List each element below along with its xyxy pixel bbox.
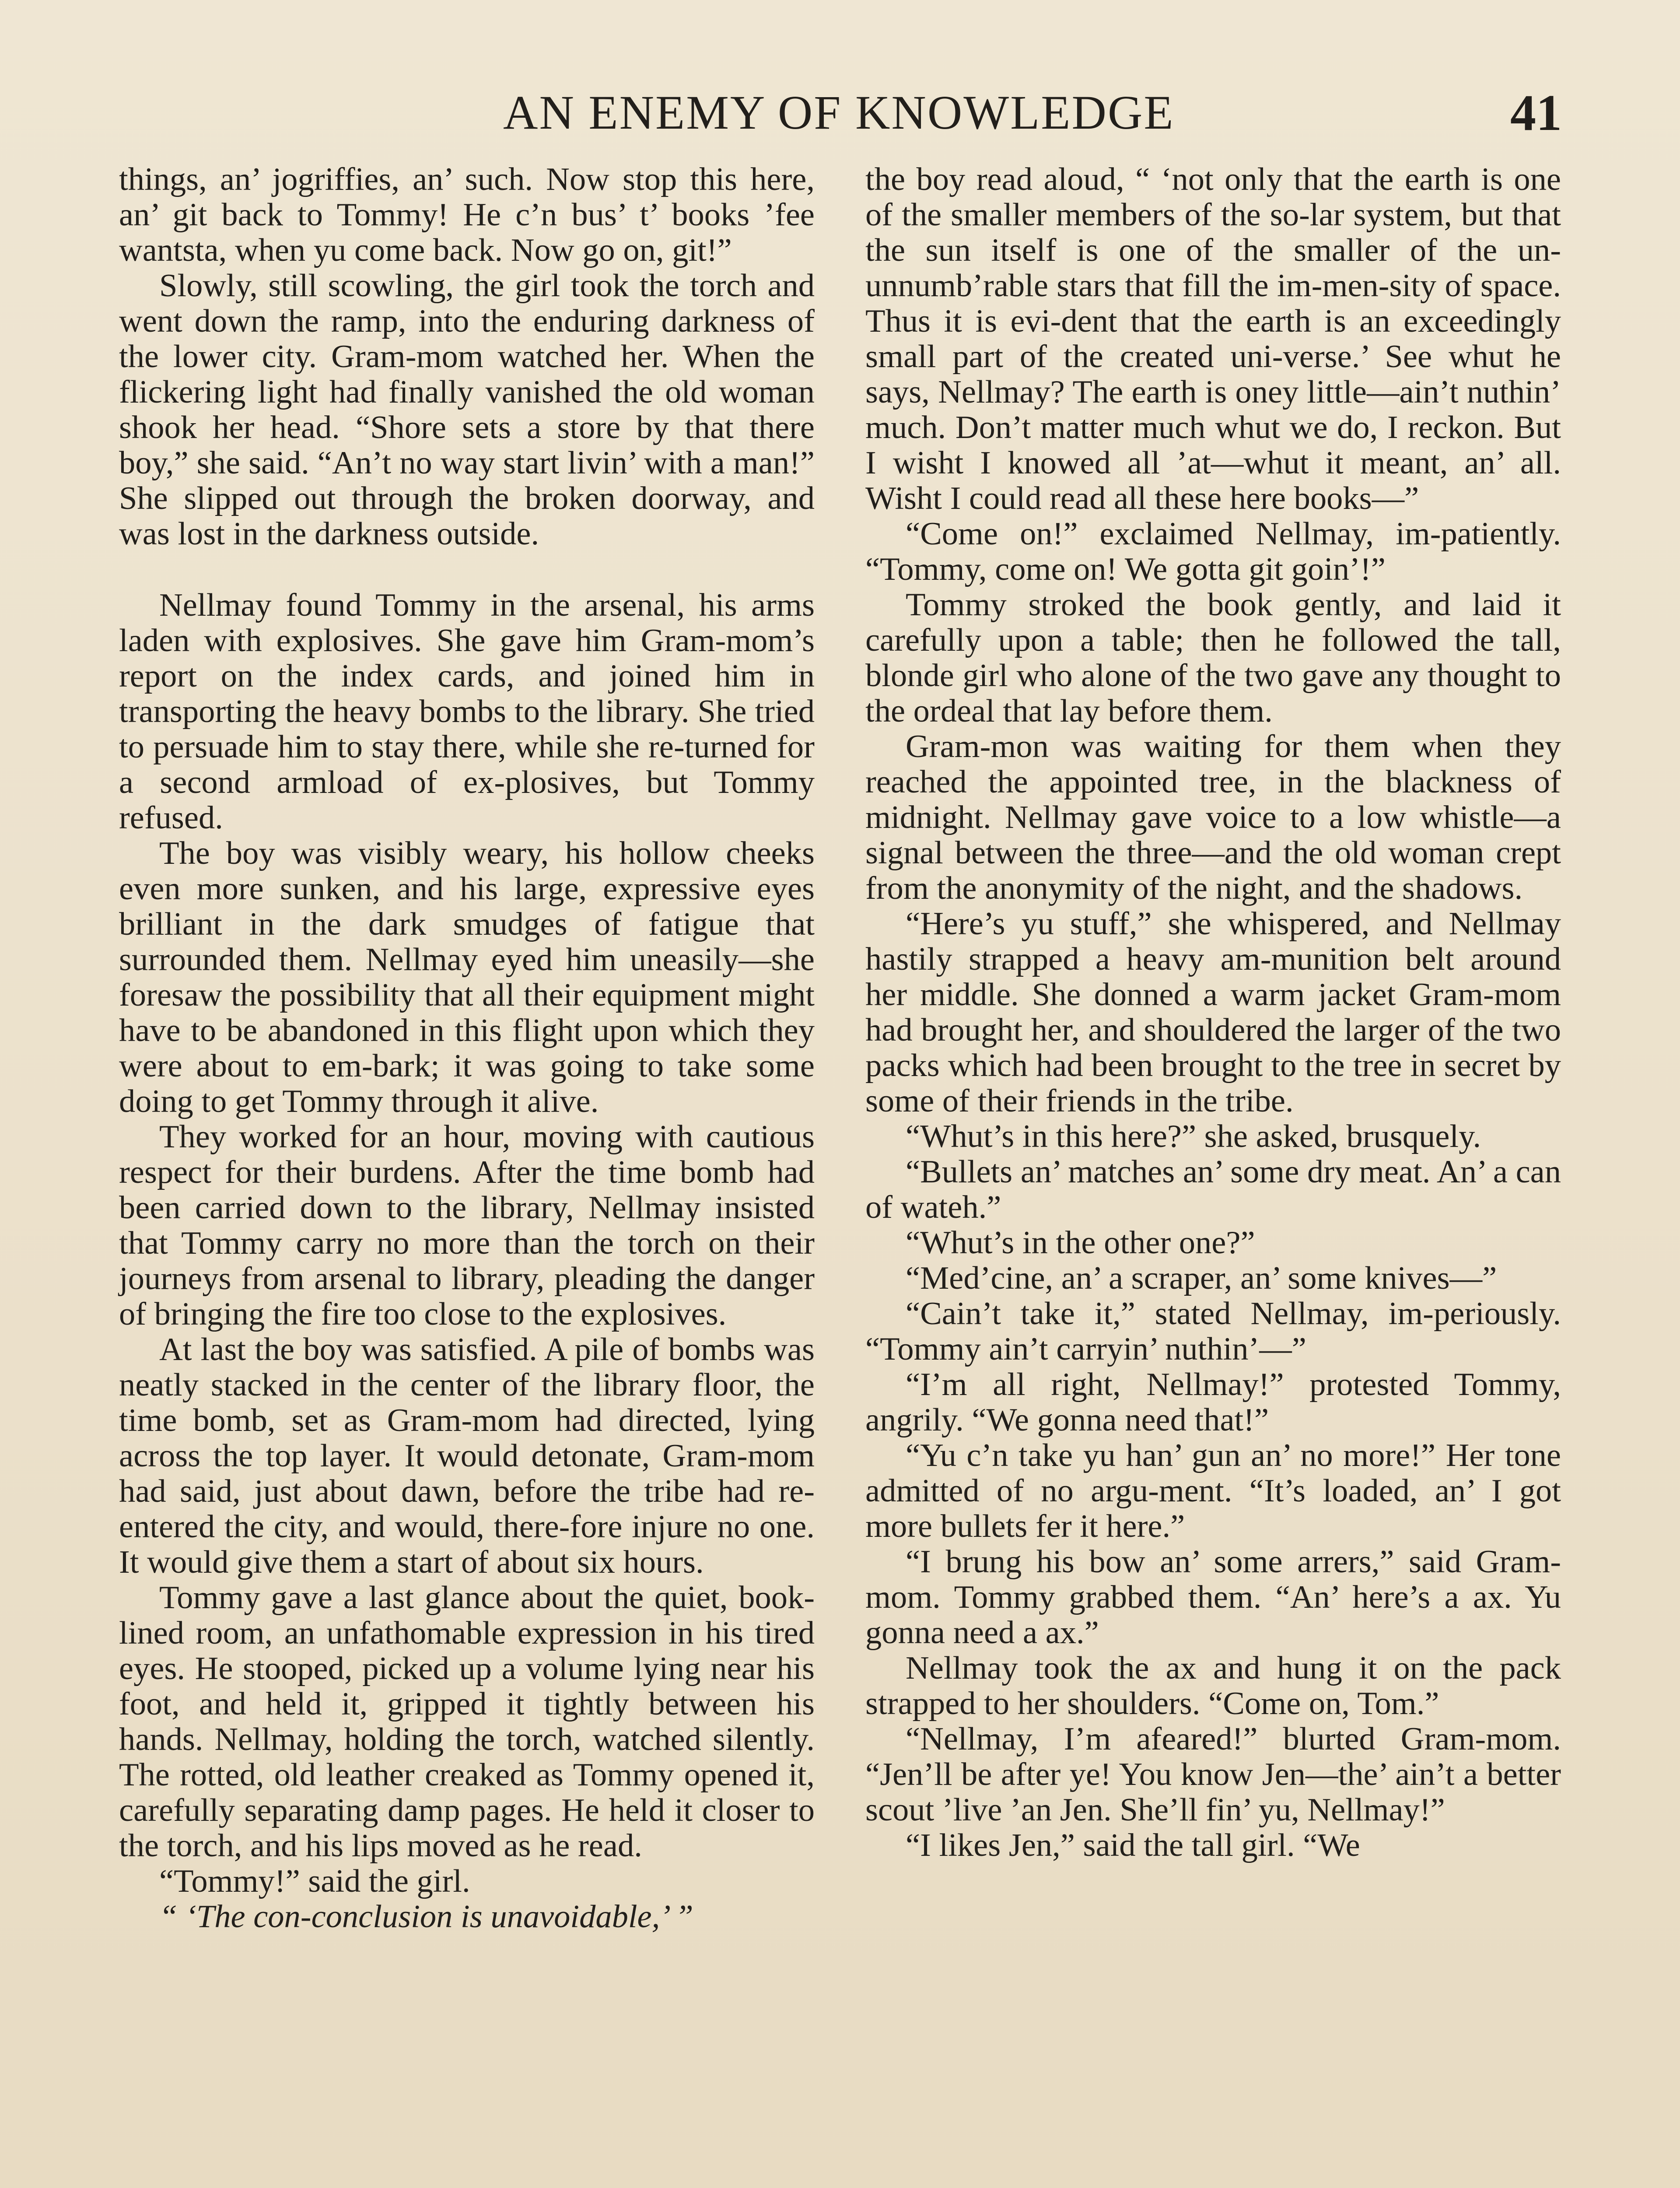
page-number: 41	[1510, 84, 1562, 141]
paragraph: Gram-mon was waiting for them when they reached the appointed tree, in the blackness of midnight. Nellmay gave voice to a low whistle—a signal between the three—and the old woman crept from the anonymity of the night, and the shadows.	[865, 729, 1561, 906]
paragraph: “I likes Jen,” said the tall girl. “We	[906, 1827, 1360, 1863]
paragraph: Tommy gave a last glance about the quiet, book-lined room, an unfathomable expression in his tired eyes. He stooped, picked up a volume lying near his foot, and held it, gripped it tightly between his hands. Nellmay, holding the torch, watched silently. The rotted, old leather creaked as Tommy opened it, carefully separating damp pages. He held it closer to the torch, and his lips moved as he read.	[119, 1580, 815, 1864]
paragraph: At last the boy was satisfied. A pile of bombs was neatly stacked in the center of the library floor, the time bomb, set as Gram-mom had directed, lying across the top layer. It would detonate, Gram-mom had said, just about dawn, before the tribe had re-entered the city, and would, there-fore injure no one. It would give them a start of about six hours.	[119, 1332, 815, 1580]
paragraph-italic-quote: “ ‘The con-conclusion is unavoidable,’ ”	[159, 1899, 693, 1935]
paragraph: “Come on!” exclaimed Nellmay, im-patiently. “Tommy, come on! We gotta git goin’!”	[865, 516, 1561, 587]
paragraph: “Tommy!” said the girl.	[159, 1863, 470, 1899]
paragraph: “I’m all right, Nellmay!” protested Tommy, angrily. “We gonna need that!”	[865, 1367, 1561, 1438]
right-column	[865, 162, 1561, 1863]
paragraph: “Here’s yu stuff,” she whispered, and Nellmay hastily strapped a heavy am-munition belt around her middle. She donned a warm jacket Gram-mom had brought her, and shouldered the larger of the two packs which had been brought to the tree in secret by some of their friends in the tribe.	[865, 906, 1561, 1119]
paragraph: Slowly, still scowling, the girl took the torch and went down the ramp, into the enduring darkness of the lower city. Gram-mom watched her. When the flickering light had finally vanished the old woman shook her head. “Shore sets a store by that there boy,” she said. “An’t no way start livin’ with a man!” She slipped out through the broken doorway, and was lost in the darkness outside.	[119, 268, 815, 552]
paragraph: the boy read aloud, “ ‘not only that the earth is one of the smaller members of the so-lar system, but that the sun itself is one of the smaller of the un-unnumb’rable stars that fill the im-men-sity of space. Thus it is evi-dent that the earth is an exceedingly small part of the created uni-verse.’ See whut he says, Nellmay? The earth is oney little—ain’t nuthin’ much. Don’t matter much whut we do, I reckon. But I wisht I knowed all ’at—whut it meant, an’ all. Wisht I could read all these here books—”	[865, 161, 1561, 516]
paragraph: Nellmay found Tommy in the arsenal, his arms laden with explosives. She gave him Gram-mom’s report on the index cards, and joined him in transporting the heavy bombs to the library. She tried to persuade him to stay there, while she re-turned for a second armload of ex-plosives, but Tommy refused.	[119, 587, 815, 836]
paragraph: “Whut’s in the other one?”	[906, 1225, 1255, 1261]
paragraph: “Bullets an’ matches an’ some dry meat. An’ a can of wateh.”	[865, 1154, 1561, 1225]
page-header	[0, 79, 1680, 144]
paragraph: Tommy stroked the book gently, and laid it carefully upon a table; then he followed the tall, blonde girl who alone of the two gave any thought to the ordeal that lay before them.	[865, 587, 1561, 729]
paragraph: “I brung his bow an’ some arrers,” said Gram-mom. Tommy grabbed them. “An’ here’s a ax. Yu gonna need a ax.”	[865, 1544, 1561, 1651]
paragraph: Nellmay took the ax and hung it on the pack strapped to her shoulders. “Come on, Tom.”	[865, 1650, 1561, 1722]
paragraph: The boy was visibly weary, his hollow cheeks even more sunken, and his large, expressive eyes brilliant in the dark smudges of fatigue that surrounded them. Nellmay eyed him uneasily—she foresaw the possibility that all their equipment might have to be abandoned in this flight upon which they were about to em-bark; it was going to take some doing to get Tommy through it alive.	[119, 835, 815, 1119]
paragraph: “Yu c’n take yu han’ gun an’ no more!” Her tone admitted of no argu-ment. “It’s loaded, an’ I got more bullets fer it here.”	[865, 1438, 1561, 1544]
paragraph: “Cain’t take it,” stated Nellmay, im-periously. “Tommy ain’t carryin’ nuthin’—”	[865, 1296, 1561, 1367]
paragraph: “Whut’s in this here?” she asked, brusquely.	[906, 1119, 1481, 1154]
paragraph: things, an’ jogriffies, an’ such. Now stop this here, an’ git back to Tommy! He c’n bus’ t’ books ’fee wantsta, when yu come back. Now go on, git!”	[119, 161, 815, 268]
running-title: AN ENEMY OF KNOWLEDGE	[503, 86, 1175, 139]
paragraph: “Nellmay, I’m afeared!” blurted Gram-mom. “Jen’ll be after ye! You know Jen—the’ ain’t a better scout ’live ’an Jen. She’ll fin’ yu, Nellmay!”	[865, 1721, 1561, 1828]
left-column	[119, 162, 815, 1935]
paragraph: They worked for an hour, moving with cautious respect for their burdens. After the time bomb had been carried down to the library, Nellmay insisted that Tommy carry no more than the torch on their journeys from arsenal to library, pleading the danger of bringing the fire too close to the explosives.	[119, 1119, 815, 1332]
paragraph: “Med’cine, an’ a scraper, an’ some knives—”	[906, 1260, 1497, 1296]
